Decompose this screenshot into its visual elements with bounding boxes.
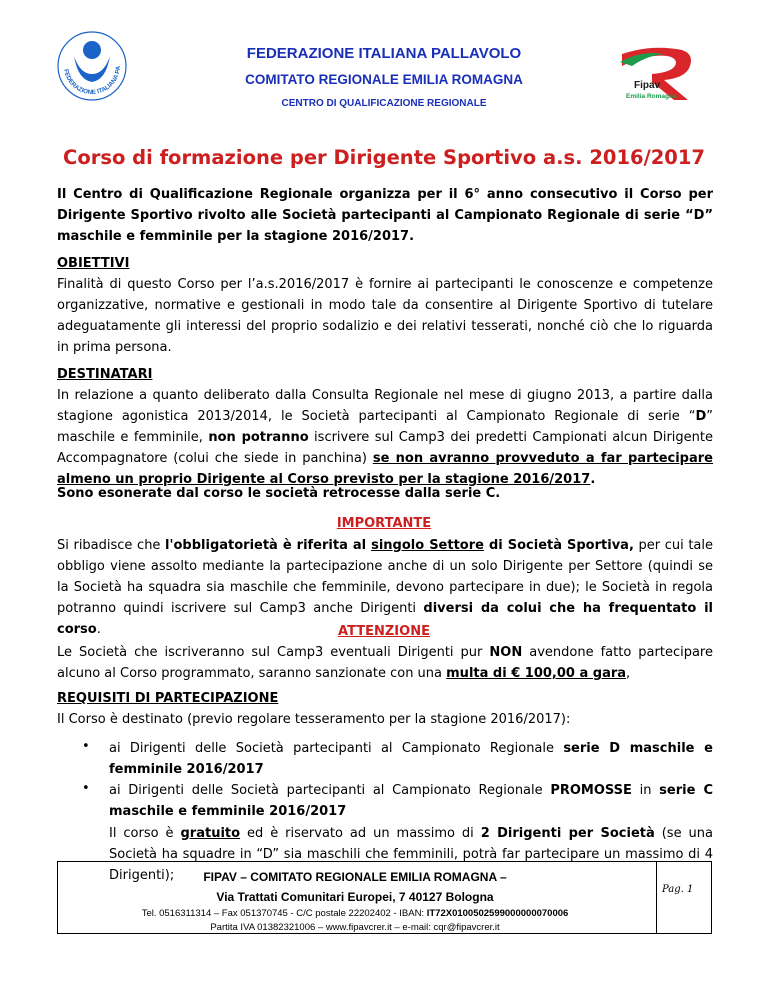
attenzione-text-c: avendone fatto partecipare alcuno al Corso programmato, saranno sanzionate con una	[57, 645, 713, 681]
destinatari-period: .	[590, 472, 596, 487]
importante-text-f: diversi da colui che ha frequentato il corso	[57, 601, 714, 637]
destinatari-heading: DESTINATARI	[57, 367, 153, 382]
footer	[57, 861, 712, 934]
requisiti-section	[57, 688, 713, 730]
footer-contact	[58, 867, 652, 935]
org-center: CENTRO DI QUALIFICAZIONE REGIONALE	[281, 98, 487, 109]
destinatari-serie-d: D	[695, 409, 707, 424]
bullet-1-text-b: serie D maschile e femminile 2016/2017	[109, 741, 713, 777]
importante-text-e: per cui tale obbligo viene assolto mediante la partecipazione anche di un solo Dirigente per Settore (quindi se la Società ha squadra sia maschile che femminile, devono partecipare in due); le Società in regola potranno quindi iscrivere sul Camp3 anche Dirigenti	[57, 538, 713, 616]
footer-org: FIPAV – COMITATO REGIONALE EMILIA ROMAGNA –	[203, 870, 507, 884]
bullet-1-text-a: ai Dirigenti delle Società partecipanti al Campionato Regionale	[109, 741, 564, 756]
footer-iban: IT72X0100502599000000070006	[426, 908, 569, 919]
requisiti-text: Il Corso è destinato (previo regolare tesseramento per la stagione 2016/2017):	[57, 712, 571, 727]
corso-text-c: ed è riservato ad un massimo di	[240, 826, 481, 841]
obiettivi-section	[57, 253, 713, 358]
requisiti-heading: REQUISITI DI PARTECIPAZIONE	[57, 691, 279, 706]
footer-address: Via Trattati Comunitari Europei, 7 40127 Bologna	[216, 890, 494, 904]
org-name: FEDERAZIONE ITALIANA PALLAVOLO	[246, 45, 522, 62]
attenzione-heading: ATTENZIONE	[338, 624, 430, 639]
bullet-1-text	[109, 738, 713, 780]
page-number: Pag. 1	[662, 884, 694, 895]
destinatari-text-a: In relazione a quanto deliberato dalla Consulta Regionale nel mese di giugno 2013, a partire dalla stagione agonistica 2013/2014, le Società partecipanti al Campionato Regionale di serie “	[57, 388, 713, 424]
footer-phone: Tel. 0516311314 – Fax 051370745 - C/C postale 22202402 - IBAN:	[141, 908, 427, 919]
importante-singolo-settore: singolo Settore	[371, 538, 484, 553]
importante-text-a: Si ribadisce che	[57, 538, 166, 553]
destinatari-text-b: ” maschile e femminile,	[57, 409, 713, 445]
attenzione-text-e: ,	[626, 666, 631, 681]
footer-phone-iban	[58, 907, 652, 921]
attenzione-text-a: Le Società che iscriveranno sul Camp3 eventuali Dirigenti pur	[57, 645, 490, 660]
importante-text-g: .	[96, 622, 101, 637]
obiettivi-heading: OBIETTIVI	[57, 256, 130, 271]
importante-heading: IMPORTANTE	[336, 516, 432, 531]
bullet-2-text-a: ai Dirigenti delle Società partecipanti al Campionato Regionale	[109, 783, 551, 798]
intro-paragraph: Il Centro di Qualificazione Regionale organizza per il 6° anno consecutivo il Corso per Dirigente Sportivo rivolto alle Società partecipanti al Campionato Regionale di serie “D” maschile e femminile per la stagione 2016/2017.	[57, 187, 713, 244]
bullet-2-text-d: serie C maschile e femminile 2016/2017	[109, 783, 713, 819]
attenzione-text	[57, 642, 713, 684]
corso-text-e: (se una Società ha squadre in “D” sia maschili che femminili, potrà far partecipare un massimo di 4 Dirigenti);	[109, 826, 713, 883]
logo-right-text-fipav: Fipav	[634, 80, 661, 91]
org-subtitle: COMITATO REGIONALE EMILIA ROMAGNA	[245, 72, 523, 87]
footer-divider	[656, 862, 657, 933]
attenzione-multa: multa di € 100,00 a gara	[446, 666, 627, 681]
logo-left-text: FEDERAZIONE ITALIANA PA	[62, 65, 123, 97]
destinatari-condition: se non avranno provveduto a far partecipare almeno un proprio Dirigente al Corso previsto per la stagione 2016/2017	[57, 451, 713, 487]
fipav-logo	[52, 26, 132, 108]
esonerate-note: Sono esonerate dal corso le società retrocesse dalla serie C.	[57, 486, 501, 501]
footer-vat-web: Partita IVA 01382321006 – www.fipavcrer.it – e-mail: cqr@fipavcrer.it	[210, 922, 500, 933]
corso-text-a: Il corso è	[109, 826, 181, 841]
importante-text-b: l'obbligatorietà è riferita al	[165, 538, 372, 553]
corso-gratuito: gratuito	[180, 826, 241, 841]
bullet-2-promosse: PROMOSSE	[550, 783, 632, 798]
importante-text-d: di Società Sportiva,	[483, 538, 634, 553]
destinatari-non-potranno: non potranno	[208, 430, 309, 445]
destinatari-text-c: iscrivere sul Camp3 dei predetti Campionati alcun Dirigente Accompagnatore (colui che siede in panchina)	[57, 430, 714, 466]
attenzione-non: NON	[489, 645, 523, 660]
bullet-1-dot: •	[82, 739, 90, 754]
obiettivi-text: Finalità di questo Corso per l’a.s.2016/2017 è fornire ai partecipanti le conoscenze e competenze organizzative, normative e gestionali in modo tale da consentire al Dirigente Sportivo di tutelare adeguatamente gli interessi del proprio sodalizio e dei relativi tesserati, nonché ciò che lo riguarda in prima persona.	[57, 277, 713, 355]
bullet-2-text	[109, 780, 713, 822]
bullet-2-dot: •	[82, 781, 90, 796]
destinatari-text	[57, 385, 713, 490]
logo-right-text-region: Emilia Romagna	[626, 93, 677, 100]
page-title: Corso di formazione per Dirigente Sportivo a.s. 2016/2017	[63, 146, 705, 169]
corso-dirigenti: 2 Dirigenti per Società	[480, 826, 655, 841]
destinatari-section	[57, 364, 713, 490]
bullet-2-text-c: in	[631, 783, 660, 798]
